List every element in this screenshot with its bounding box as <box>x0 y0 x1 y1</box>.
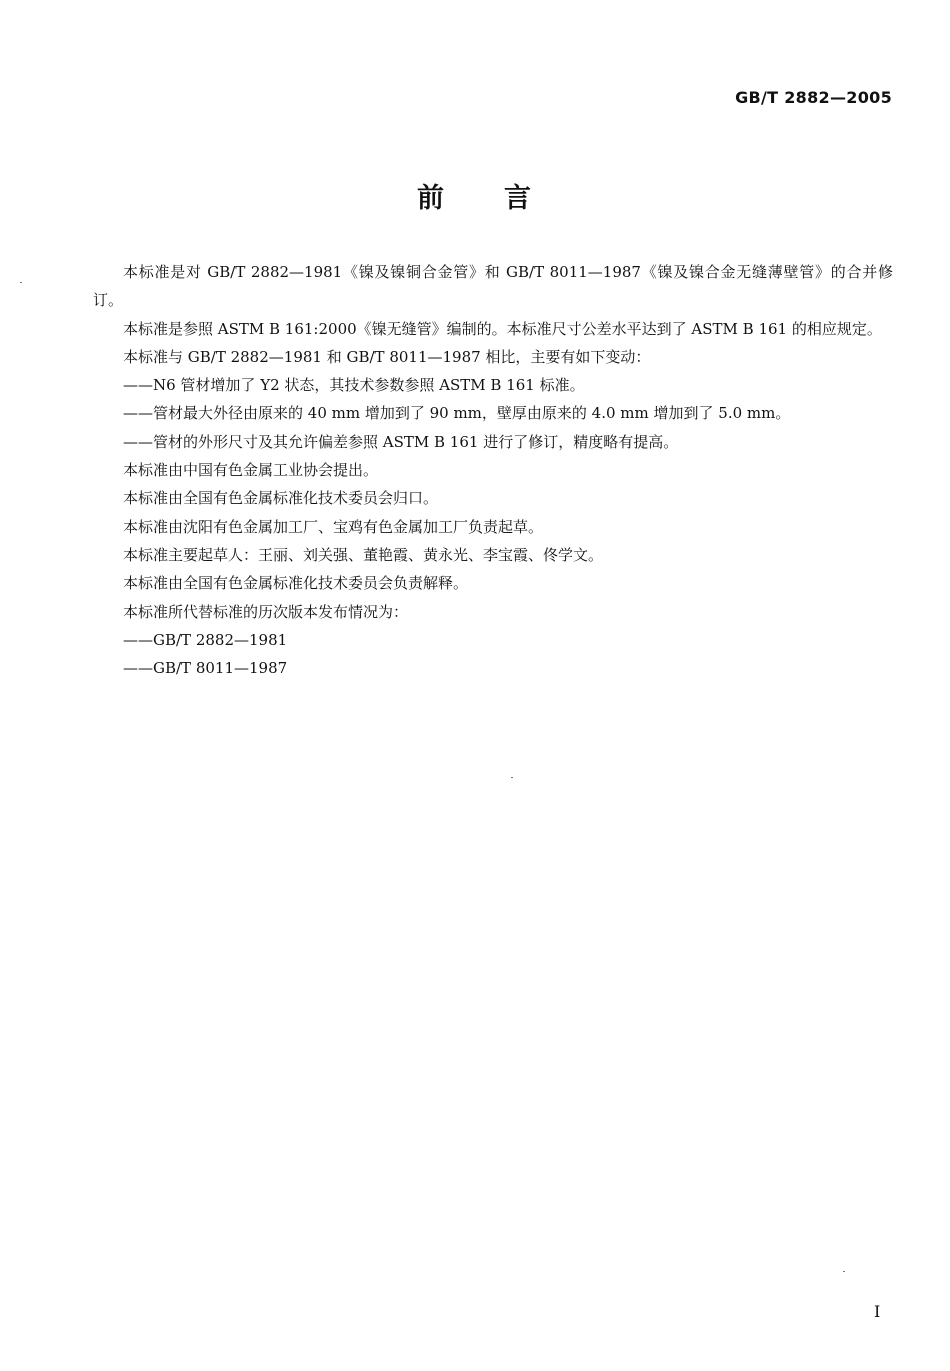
paragraph-centralized: 本标准由全国有色金属标准化技术委员会归口。 <box>123 489 439 508</box>
paragraph-reference-standard: 本标准是参照 ASTM B 161:2000《镍无缝管》编制的。本标准尺寸公差水平达到了 ASTM B 161 的相应规定。 <box>123 319 882 338</box>
scan-speck <box>511 777 513 778</box>
page-title: 前 言 <box>417 183 533 214</box>
standard-number: GB/T 2882—2005 <box>735 88 892 107</box>
scan-speck <box>20 282 22 283</box>
preface-body <box>93 258 893 682</box>
change-item-diameter: ——管材最大外径由原来的 40 mm 增加到了 90 mm，壁厚由原来的 4.0 mm 增加到了 5.0 mm。 <box>123 404 791 423</box>
change-item-tolerance: ——管材的外形尺寸及其允许偏差参照 ASTM B 161 进行了修订，精度略有提高。 <box>123 432 679 451</box>
change-item-y2-state: ——N6 管材增加了 Y2 状态，其技术参数参照 ASTM B 161 标准。 <box>123 376 585 395</box>
paragraph-changes-intro: 本标准与 GB/T 2882—1981 和 GB/T 8011—1987 相比，主要有如下变动： <box>123 347 651 366</box>
history-item-gb-8011: ——GB/T 8011—1987 <box>123 659 288 678</box>
paragraph-proposer: 本标准由中国有色金属工业协会提出。 <box>123 461 379 480</box>
paragraph-interpretation: 本标准由全国有色金属标准化技术委员会负责解释。 <box>123 574 469 593</box>
page-number: I <box>874 1302 881 1321</box>
paragraph-history-intro: 本标准所代替标准的历次版本发布情况为： <box>123 602 409 621</box>
paragraph-drafters: 本标准主要起草人：王丽、刘关强、董艳霞、黄永光、李宝霞、佟学文。 <box>123 545 604 564</box>
scan-speck <box>843 1271 845 1272</box>
history-item-gb-2882: ——GB/T 2882—1981 <box>123 630 288 649</box>
paragraph-revision-scope: 本标准是对 GB/T 2882—1981《镍及镍铜合金管》和 GB/T 8011—1987《镍及镍合金无缝薄壁管》的合并修订。 <box>93 263 893 310</box>
paragraph-drafting-units: 本标准由沈阳有色金属加工厂、宝鸡有色金属加工厂负责起草。 <box>123 517 544 536</box>
